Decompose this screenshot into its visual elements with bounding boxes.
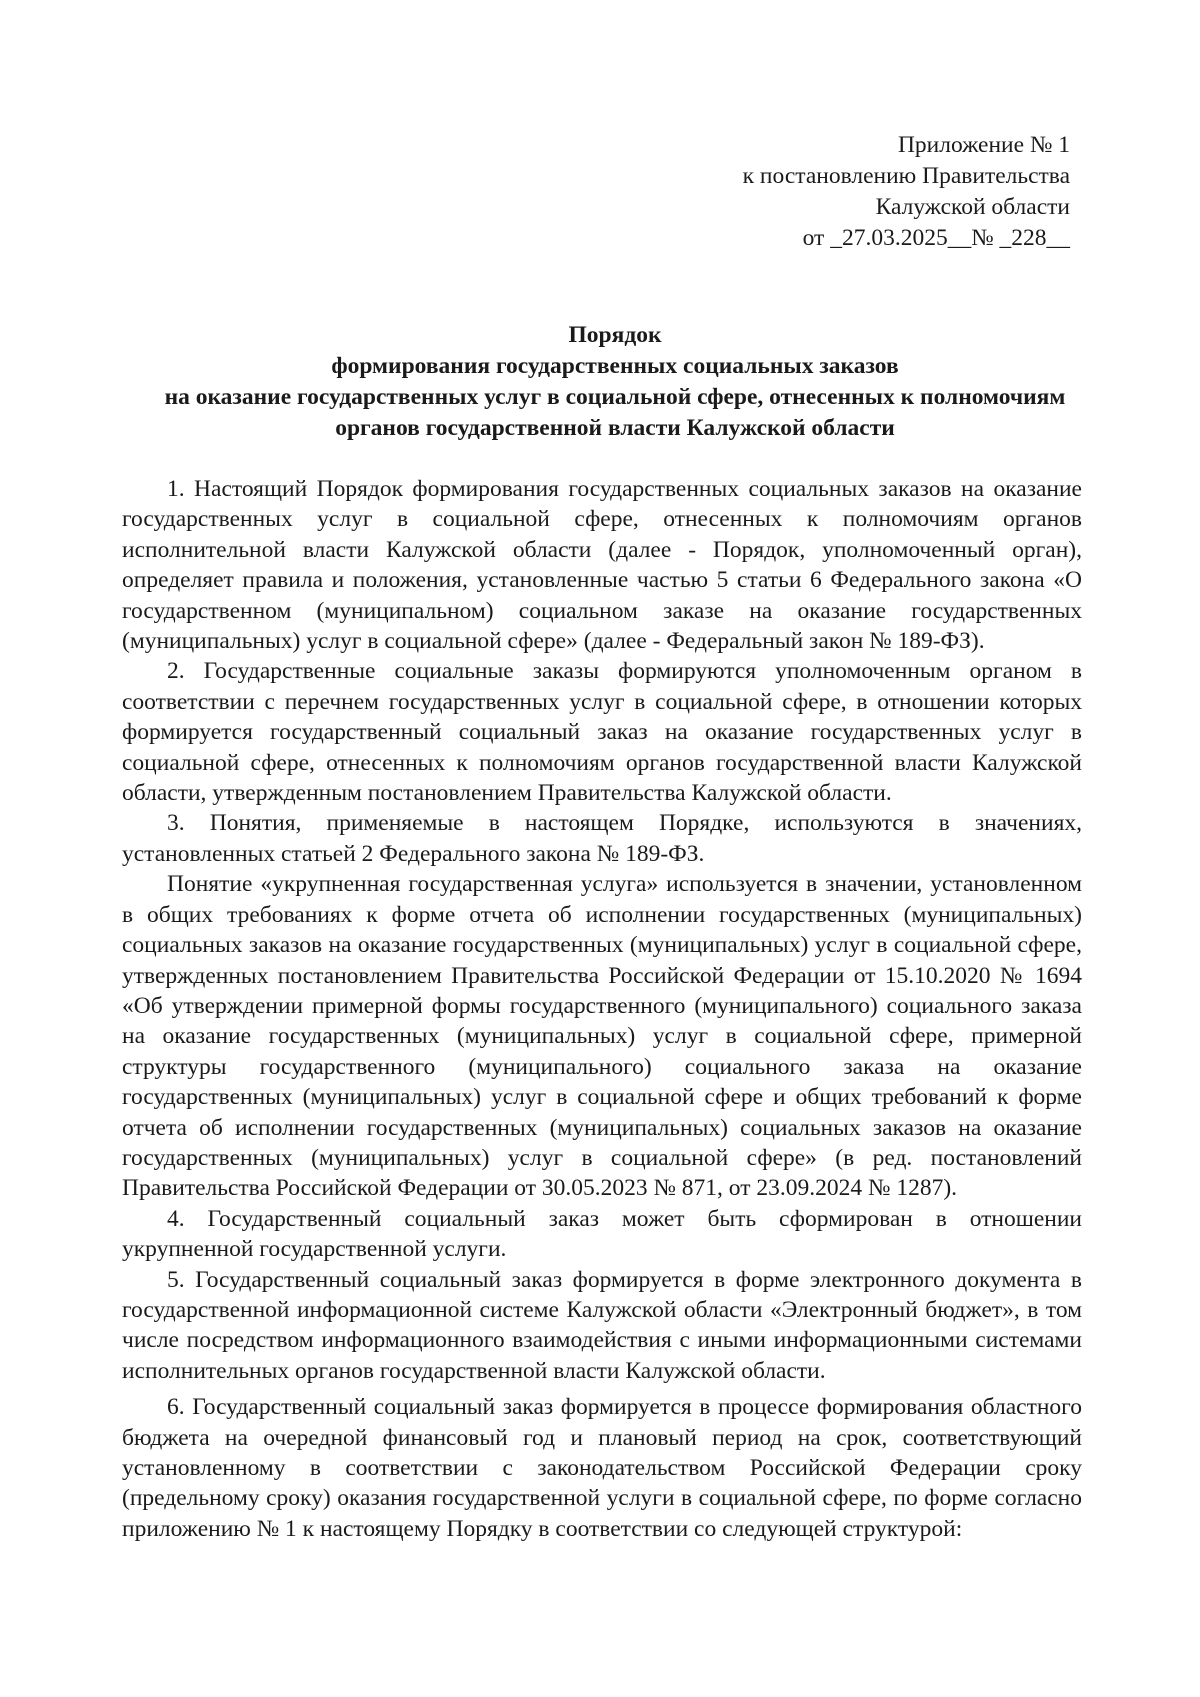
title-line-4: органов государственной власти Калужской области: [335, 415, 895, 441]
title-line-2: формирования государственных социальных заказов: [331, 353, 899, 379]
document-body: [122, 474, 1082, 1544]
appendix-region: Калужской области: [875, 194, 1070, 220]
paragraph-2: 2. Государственные социальные заказы формируются уполномоченным органом в соответствии с перечнем государственных услуг в социальной сфере, в отношении которых формируется государственный социальный заказ на оказание государственных услуг в социальной сфере, отнесенных к полномочиям органов государственной власти Калужской области, утвержденным постановлением Правительства Калужской области.: [122, 658, 1082, 807]
paragraph-3-definition: Понятие «укрупненная государственная услуга» используется в значении, установленном в общих требованиях к форме отчета об исполнении государственных (муниципальных) социальных заказов на оказание государственных (муниципальных) услуг в социальной сфере, утвержденных постановлением Правительства Российской Федерации от 15.10.2020 № 1694 «Об утверждении примерной формы государственного (муниципального) социального заказа на оказание государственных (муниципальных) услуг в социальной сфере, примерной структуры государственного (муниципального) социального заказа на оказание государственных (муниципальных) услуг в социальной сфере и общих требований к форме отчета об исполнении государственных (муниципальных) социальных заказов на оказание государственных (муниципальных) услуг в социальной сфере» (в ред. постановлений Правительства Российской Федерации от 30.05.2023 № 871, от 23.09.2024 № 1287).: [122, 871, 1082, 1202]
document-title: [110, 320, 1120, 444]
paragraph-1: 1. Настоящий Порядок формирования государственных социальных заказов на оказание государственных услуг в социальной сфере, отнесенных к полномочиям органов исполнительной власти Калужской области (далее - Порядок, уполномоченный орган), определяет правила и положения, установленные частью 5 статьи 6 Федерального закона «О государственном (муниципальном) социальном заказе на оказание государственных (муниципальных) услуг в социальной сфере» (далее - Федеральный закон № 189-ФЗ).: [122, 476, 1082, 655]
paragraph-5: 5. Государственный социальный заказ формируется в форме электронного документа в государственной информационной системе Калужской области «Электронный бюджет», в том числе посредством информационного взаимодействия с иными информационными системами исполнительных органов государственной власти Калужской области.: [122, 1266, 1082, 1384]
appendix-reference: [610, 130, 1070, 254]
paragraph-3: 3. Понятия, применяемые в настоящем Порядке, используются в значениях, установленных статьей 2 Федерального закона № 189-ФЗ.: [122, 810, 1082, 867]
appendix-resolution: к постановлению Правительства: [742, 163, 1070, 189]
appendix-date-number: от _27.03.2025__№ _228__: [802, 225, 1070, 251]
appendix-number: Приложение № 1: [897, 132, 1070, 158]
paragraph-6: 6. Государственный социальный заказ формируется в процессе формирования областного бюджета на очередной финансовый год и плановый период на срок, соответствующий установленному в соответствии с законодательством Российской Федерации сроку (предельному сроку) оказания государственной услуги в социальной сфере, по форме согласно приложению № 1 к настоящему Порядку в соответствии со следующей структурой:: [122, 1394, 1082, 1542]
title-line-3: на оказание государственных услуг в социальной сфере, отнесенных к полномочиям: [164, 384, 1066, 410]
paragraph-4: 4. Государственный социальный заказ может быть сформирован в отношении укрупненной государственной услуги.: [122, 1205, 1082, 1263]
title-line-1: Порядок: [568, 322, 662, 348]
